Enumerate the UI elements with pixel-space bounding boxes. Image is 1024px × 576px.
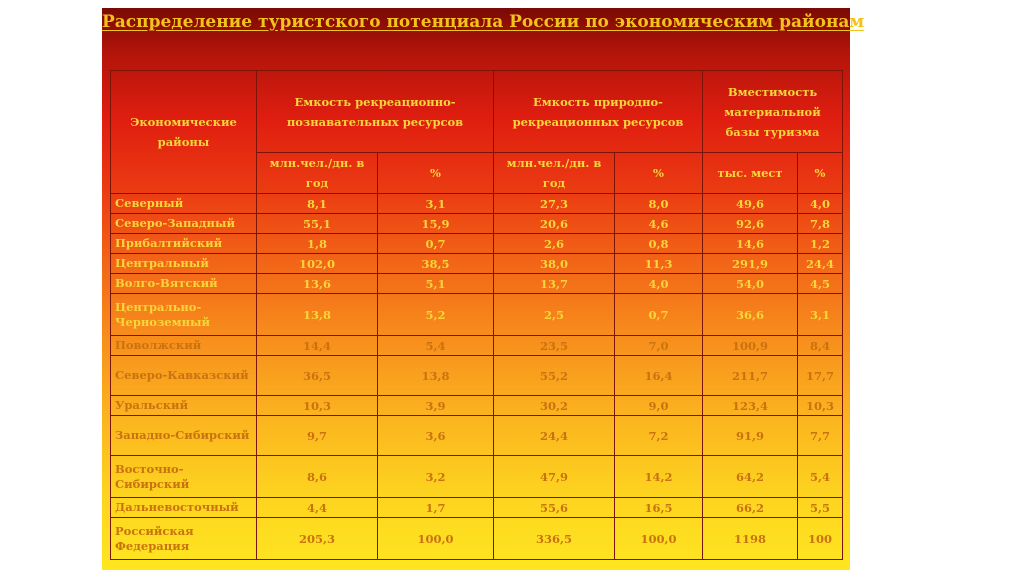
natural-capacity-cell: 30,2 [494, 396, 615, 416]
places-cell: 1198 [703, 518, 798, 560]
table-row [111, 498, 843, 518]
subheader-pct-1: % [378, 153, 494, 194]
table-row [111, 274, 843, 294]
natural-pct-cell: 8,0 [615, 194, 703, 214]
natural-pct-cell: 4,0 [615, 274, 703, 294]
natural-capacity-cell: 27,3 [494, 194, 615, 214]
places-cell: 49,6 [703, 194, 798, 214]
natural-capacity-cell: 20,6 [494, 214, 615, 234]
table-body [111, 194, 843, 560]
places-pct-cell: 7,8 [798, 214, 843, 234]
places-cell: 54,0 [703, 274, 798, 294]
header-material-base: Вместимость материальной базы туризма [703, 71, 843, 153]
cognitive-capacity-cell: 205,3 [257, 518, 378, 560]
places-pct-cell: 7,7 [798, 416, 843, 456]
region-cell: Российская Федерация [111, 518, 257, 560]
natural-pct-cell: 0,8 [615, 234, 703, 254]
natural-capacity-cell: 2,6 [494, 234, 615, 254]
natural-capacity-cell: 38,0 [494, 254, 615, 274]
table-row [111, 214, 843, 234]
cognitive-pct-cell: 3,9 [378, 396, 494, 416]
region-cell: Северо-Западный [111, 214, 257, 234]
natural-pct-cell: 0,7 [615, 294, 703, 336]
cognitive-pct-cell: 5,2 [378, 294, 494, 336]
cognitive-capacity-cell: 9,7 [257, 416, 378, 456]
places-pct-cell: 8,4 [798, 336, 843, 356]
region-cell: Северный [111, 194, 257, 214]
places-pct-cell: 5,4 [798, 456, 843, 498]
region-cell: Волго-Вятский [111, 274, 257, 294]
subheader-pct-3: % [798, 153, 843, 194]
cognitive-pct-cell: 1,7 [378, 498, 494, 518]
cognitive-capacity-cell: 102,0 [257, 254, 378, 274]
subheader-mln-2: млн.чел./дн. в год [494, 153, 615, 194]
cognitive-pct-cell: 3,6 [378, 416, 494, 456]
cognitive-pct-cell: 3,2 [378, 456, 494, 498]
header-natural-resources: Емкость природно-рекреационных ресурсов [494, 71, 703, 153]
table-row [111, 518, 843, 560]
table-row [111, 234, 843, 254]
places-cell: 211,7 [703, 356, 798, 396]
table-row [111, 294, 843, 336]
places-cell: 36,6 [703, 294, 798, 336]
table-row [111, 336, 843, 356]
places-pct-cell: 100 [798, 518, 843, 560]
region-cell: Центрально-Черноземный [111, 294, 257, 336]
cognitive-capacity-cell: 10,3 [257, 396, 378, 416]
natural-pct-cell: 4,6 [615, 214, 703, 234]
cognitive-pct-cell: 3,1 [378, 194, 494, 214]
places-pct-cell: 3,1 [798, 294, 843, 336]
cognitive-capacity-cell: 13,6 [257, 274, 378, 294]
natural-pct-cell: 11,3 [615, 254, 703, 274]
region-cell: Западно-Сибирский [111, 416, 257, 456]
region-cell: Северо-Кавказский [111, 356, 257, 396]
region-cell: Прибалтийский [111, 234, 257, 254]
region-cell: Восточно-Сибирский [111, 456, 257, 498]
cognitive-pct-cell: 0,7 [378, 234, 494, 254]
cognitive-pct-cell: 13,8 [378, 356, 494, 396]
header-regions: Экономические районы [111, 71, 257, 194]
natural-capacity-cell: 55,6 [494, 498, 615, 518]
cognitive-capacity-cell: 55,1 [257, 214, 378, 234]
places-cell: 123,4 [703, 396, 798, 416]
natural-capacity-cell: 55,2 [494, 356, 615, 396]
table-row [111, 396, 843, 416]
natural-pct-cell: 16,4 [615, 356, 703, 396]
places-cell: 91,9 [703, 416, 798, 456]
cognitive-pct-cell: 5,1 [378, 274, 494, 294]
cognitive-capacity-cell: 14,4 [257, 336, 378, 356]
header-cognitive-resources: Емкость рекреационно-познавательных ресурсов [257, 71, 494, 153]
places-pct-cell: 17,7 [798, 356, 843, 396]
table-row [111, 194, 843, 214]
places-cell: 66,2 [703, 498, 798, 518]
natural-pct-cell: 7,0 [615, 336, 703, 356]
places-cell: 64,2 [703, 456, 798, 498]
places-cell: 92,6 [703, 214, 798, 234]
region-cell: Поволжский [111, 336, 257, 356]
places-cell: 291,9 [703, 254, 798, 274]
cognitive-pct-cell: 5,4 [378, 336, 494, 356]
table-row [111, 254, 843, 274]
cognitive-capacity-cell: 13,8 [257, 294, 378, 336]
natural-capacity-cell: 13,7 [494, 274, 615, 294]
cognitive-capacity-cell: 8,1 [257, 194, 378, 214]
natural-capacity-cell: 336,5 [494, 518, 615, 560]
natural-capacity-cell: 47,9 [494, 456, 615, 498]
places-pct-cell: 4,0 [798, 194, 843, 214]
cognitive-pct-cell: 15,9 [378, 214, 494, 234]
cognitive-pct-cell: 38,5 [378, 254, 494, 274]
subheader-places: тыс. мест [703, 153, 798, 194]
natural-capacity-cell: 23,5 [494, 336, 615, 356]
places-cell: 100,9 [703, 336, 798, 356]
natural-pct-cell: 14,2 [615, 456, 703, 498]
places-pct-cell: 10,3 [798, 396, 843, 416]
tourism-potential-table [110, 70, 843, 560]
natural-capacity-cell: 2,5 [494, 294, 615, 336]
places-pct-cell: 4,5 [798, 274, 843, 294]
table-row [111, 356, 843, 396]
natural-pct-cell: 100,0 [615, 518, 703, 560]
slide-background [102, 8, 865, 570]
natural-pct-cell: 9,0 [615, 396, 703, 416]
cognitive-capacity-cell: 1,8 [257, 234, 378, 254]
places-pct-cell: 24,4 [798, 254, 843, 274]
natural-capacity-cell: 24,4 [494, 416, 615, 456]
cognitive-capacity-cell: 36,5 [257, 356, 378, 396]
region-cell: Дальневосточный [111, 498, 257, 518]
region-cell: Центральный [111, 254, 257, 274]
table-row [111, 456, 843, 498]
places-pct-cell: 1,2 [798, 234, 843, 254]
region-cell: Уральский [111, 396, 257, 416]
subheader-pct-2: % [615, 153, 703, 194]
table-row [111, 416, 843, 456]
places-cell: 14,6 [703, 234, 798, 254]
slide-title: Распределение туристского потенциала России по экономическим районам [102, 12, 865, 32]
subheader-mln-1: млн.чел./дн. в год [257, 153, 378, 194]
places-pct-cell: 5,5 [798, 498, 843, 518]
natural-pct-cell: 7,2 [615, 416, 703, 456]
natural-pct-cell: 16,5 [615, 498, 703, 518]
cognitive-capacity-cell: 8,6 [257, 456, 378, 498]
cognitive-pct-cell: 100,0 [378, 518, 494, 560]
cognitive-capacity-cell: 4,4 [257, 498, 378, 518]
